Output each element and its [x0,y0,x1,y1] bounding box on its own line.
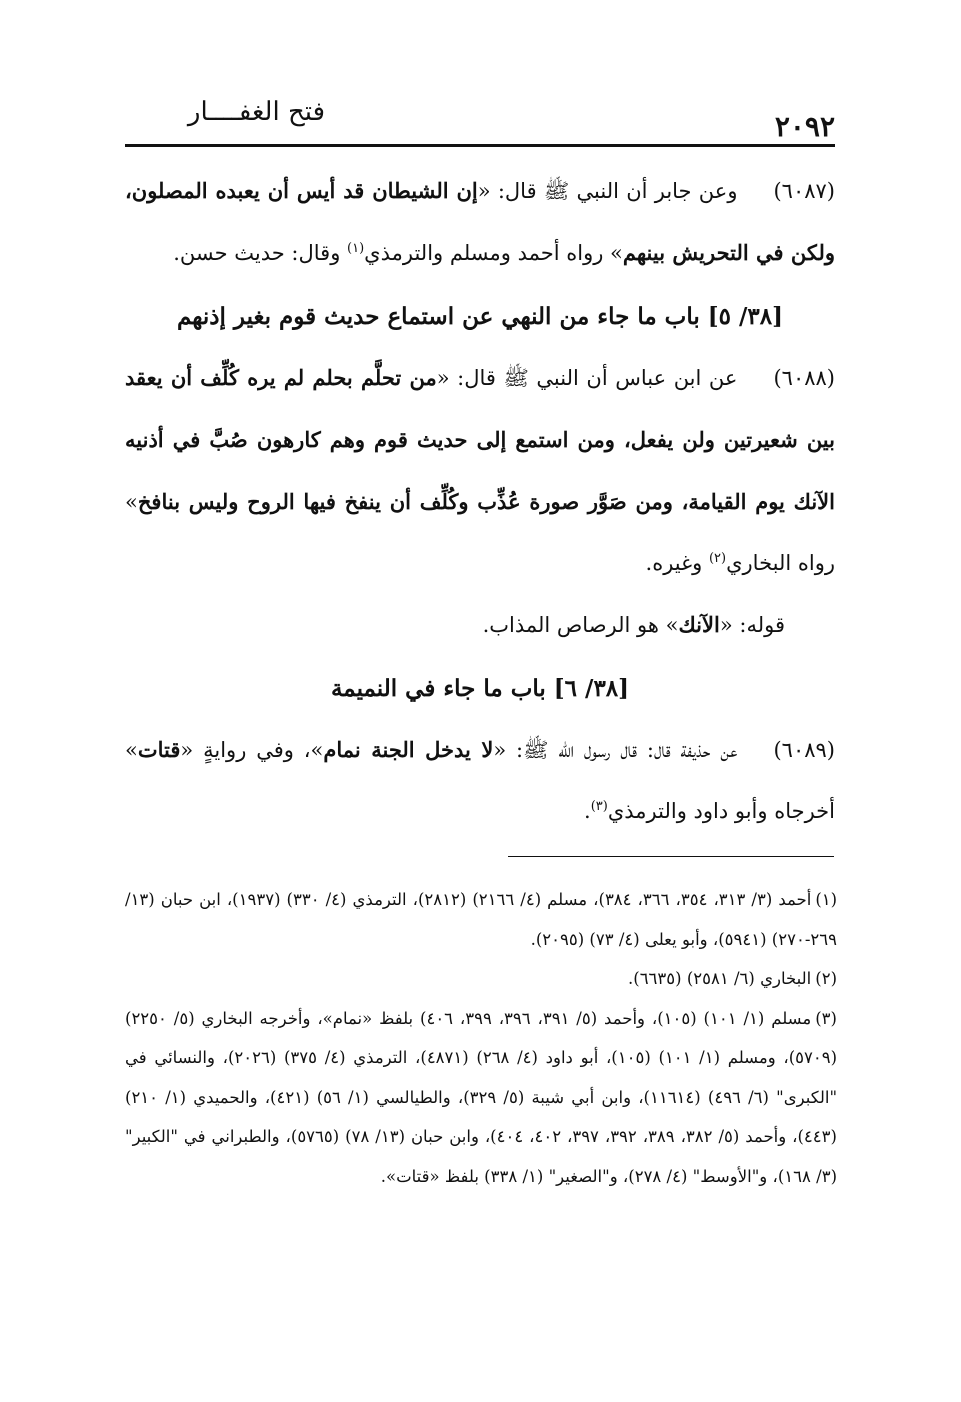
hadith-attribution: » رواه أحمد ومسلم والترمذي [364,241,623,265]
footnote-mark: (٢) [815,969,837,988]
footnote-separator [508,856,834,857]
hadith-variant: قتات [137,737,181,762]
hadith-opening: عن حذيفة قال: قال رسول الله ﷺ: « [493,738,738,762]
chapter-heading-5: [٣٨/ ٥] باب ما جاء من النهي عن استماع حديث قوم بغير إذنهم [176,303,784,330]
footnotes [125,880,837,1196]
hadith-number: (٦٠٨٧) [773,179,835,203]
hadith-quote: من تحلَّم بحلم لم يره كُلِّف أن يعقد بين شعيرتين ولن يفعل، ومن استمع إلى حديث قوم وهم كارهون صُبَّ في أذنيه الآنك يوم القيامة، ومن صَوَّر صورة عُذِّب وكُلِّف أن ينفخ فيها الروح وليس بنافخ [125,365,835,514]
note-term: الآنك [678,612,720,637]
hadith-middle: »، وفي روايةٍ « [180,738,324,762]
footnote-text: مسلم (١/ ١٠١) (١٠٥)، وأحمد (٥/ ٣٩١، ٣٩٦، ٣٩٩، ٤٠٦) بلفظ «نمام»، وأخرجه البخاري (٥/ ٢٢٥٠) (٥٧٠٩)، ومسلم (١/ ١٠١) (١٠٥)، أبو داود (٤/ ٢٦٨) (٤٨٧١)، الترمذي (٤/ ٣٧٥) (٢٠٢٦)، والنسائي في "الكبرى" (٦/ ٤٩٦) (١١٦١٤)، وابن أبي شيبة (٥/ ٣٢٩)، والطيالسي (١/ ٥٦) (٤٢١)، والحميدي (١/ ٢١٠) (٤٤٣)، وأحمد (٥/ ٣٨٢، ٣٨٩، ٣٩٢، ٣٩٧، ٤٠٢، ٤٠٤)، وابن حبان (١٣/ ٧٨) (٥٧٦٥)، والطبراني في "الكبير" (٣/ ١٦٨)، و"الأوسط" (٤/ ٢٧٨)، و"الصغير" (١/ ٣٣٨) بلفظ «قتات». [125,1008,838,1186]
hadith-closing: . [584,799,591,823]
hadith-closing: وقال: حديث حسن. [173,241,348,265]
footnote-mark: (١) [815,890,838,909]
main-text [125,160,835,842]
note-definition: » هو الرصاص المذاب. [482,613,679,637]
hadith-number: (٦٠٨٨) [773,366,835,390]
hadith-opening: وعن جابر أن النبي ﷺ قال: « [477,179,738,203]
header-rule [125,144,835,147]
chapter-heading-6: [٣٨/ ٦] باب ما جاء في النميمة [330,675,630,702]
footnote-3 [125,999,837,1197]
glossary-note [125,594,835,656]
running-title: فتح الغفــــار [187,97,325,127]
hadith-6089 [125,719,835,842]
note-lead: قوله: « [719,613,785,637]
footnote-text: البخاري (٦/ ٢٥٨١) (٦٦٣٥). [628,969,812,988]
page-header [125,92,835,148]
footnote-1 [125,880,837,959]
hadith-6088 [125,347,835,594]
footnote-text: أحمد (٣/ ٣١٣، ٣٥٤، ٣٦٦، ٣٨٤)، مسلم (٤/ ٢١٦٦) (٢٨١٢)، الترمذي (٤/ ٣٣٠) (١٩٣٧)، ابن حبان (١٣/ ٢٦٩-٢٧٠) (٥٩٤١)، وأبو يعلى (٤/ ٧٣) (٢٠٩٥). [125,890,837,949]
hadith-opening: عن ابن عباس أن النبي ﷺ قال: « [436,366,738,390]
hadith-closing: وغيره. [645,551,709,575]
hadith-attribution: » رواه البخاري [125,490,835,575]
hadith-6087 [125,160,835,284]
footnote-ref-2: (٢) [708,551,727,566]
page-number: ٢٠٩٢ [774,110,835,143]
hadith-number: (٦٠٨٩) [773,738,835,762]
hadith-quote: لا يدخل الجنة نمام [323,737,494,762]
footnote-ref-1: (١) [347,241,365,256]
hadith-quote: إن الشيطان قد أيس أن يعبده المصلون، ولكن في التحريش بينهم [125,178,835,265]
footnote-ref-3: (٣) [590,799,608,814]
footnote-2 [125,959,837,999]
hadith-attribution: » أخرجاه وأبو داود والترمذي [125,738,835,823]
footnote-mark: (٣) [815,1008,837,1028]
